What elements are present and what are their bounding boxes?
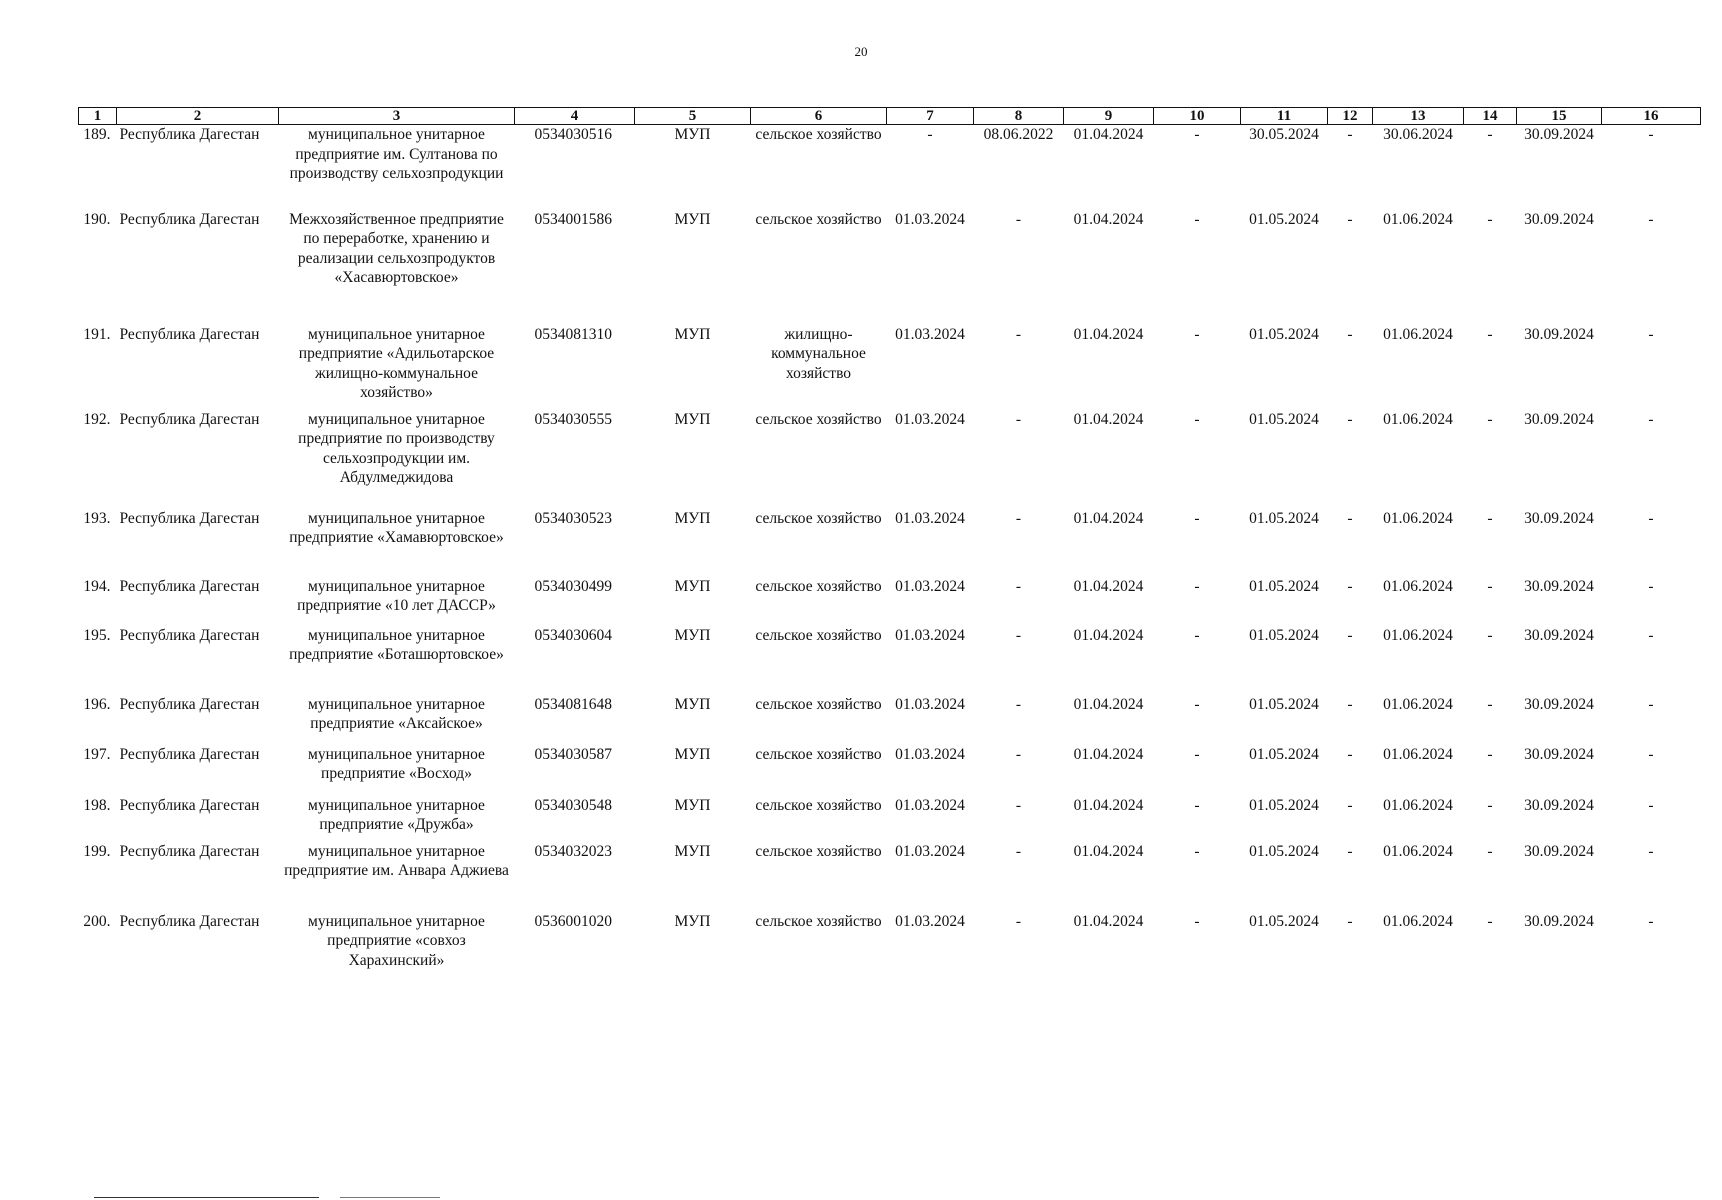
legal-form-cell: МУП	[674, 912, 711, 930]
date-col-9: 01.04.2024	[1073, 126, 1144, 143]
region-cell: Республика Дагестан	[119, 842, 260, 860]
table-row	[79, 577, 1701, 626]
date-col-9: 01.04.2024	[1073, 210, 1144, 228]
row-number: 197.	[83, 745, 111, 763]
organization-name: муниципальное унитарное предприятие «Адильотарское жилищно-коммунальное хозяйство»	[298, 325, 495, 401]
value-col-12: -	[1347, 325, 1353, 343]
legal-form-cell: МУП	[674, 796, 711, 814]
date-col-11: 01.05.2024	[1249, 695, 1319, 713]
value-col-16: -	[1648, 912, 1654, 930]
inn-cell: 0534001586	[534, 210, 612, 228]
value-col-14: -	[1487, 410, 1493, 428]
organization-name: Межхозяйственное предприятие по переработке, хранению и реализации сельхозпродуктов «Хасавюртовское»	[289, 210, 504, 286]
date-col-13: 01.06.2024	[1383, 509, 1453, 527]
column-header-2: 2	[117, 108, 279, 125]
date-col-7: 01.03.2024	[895, 509, 965, 527]
inn-cell: 0534081648	[534, 695, 612, 713]
date-col-11: 01.05.2024	[1249, 509, 1319, 527]
inn-cell: 0536001020	[534, 912, 612, 930]
value-col-16: -	[1648, 796, 1654, 814]
date-col-9: 01.04.2024	[1073, 745, 1144, 763]
value-col-10: -	[1194, 126, 1200, 143]
table-row	[79, 796, 1701, 842]
date-col-9: 01.04.2024	[1073, 577, 1144, 595]
date-col-11: 01.05.2024	[1249, 325, 1319, 343]
activity-cell: сельское хозяйство	[755, 842, 882, 860]
value-col-14: -	[1487, 912, 1493, 930]
inn-cell: 0534030587	[534, 745, 612, 763]
legal-form-cell: МУП	[674, 210, 711, 228]
page-number: 20	[854, 44, 868, 59]
date-col-7: 01.03.2024	[895, 912, 965, 930]
date-col-8: -	[1015, 695, 1022, 713]
activity-cell: сельское хозяйство	[755, 577, 882, 595]
column-header-7: 7	[887, 108, 974, 125]
activity-cell: сельское хозяйство	[755, 626, 882, 644]
date-col-13: 01.06.2024	[1383, 842, 1453, 860]
legal-form-cell: МУП	[674, 577, 711, 595]
date-col-7: 01.03.2024	[895, 577, 965, 595]
date-col-9: 01.04.2024	[1073, 842, 1144, 860]
legal-form-cell: МУП	[674, 126, 711, 143]
date-col-7: 01.03.2024	[895, 410, 965, 428]
date-col-15: 30.09.2024	[1524, 626, 1594, 644]
row-number: 199.	[83, 842, 111, 860]
value-col-14: -	[1487, 577, 1493, 595]
date-col-7: 01.03.2024	[895, 210, 965, 228]
activity-cell: жилищно-коммунальное хозяйство	[771, 325, 866, 382]
region-cell: Республика Дагестан	[119, 626, 260, 644]
table-body	[79, 125, 1701, 972]
inn-cell: 0534030555	[534, 410, 612, 428]
value-col-10: -	[1194, 912, 1200, 930]
legal-form-cell: МУП	[674, 695, 711, 713]
activity-cell: сельское хозяйство	[755, 745, 882, 763]
date-col-15: 30.09.2024	[1524, 509, 1594, 527]
organization-name: муниципальное унитарное предприятие по производству сельхозпродукции им. Абдулмеджидова	[298, 410, 495, 486]
row-number: 190.	[83, 210, 111, 228]
date-col-15: 30.09.2024	[1524, 796, 1594, 814]
inn-cell: 0534030523	[534, 509, 612, 527]
table-row	[79, 842, 1701, 912]
date-col-13: 01.06.2024	[1383, 325, 1453, 343]
value-col-10: -	[1194, 842, 1200, 860]
value-col-10: -	[1194, 577, 1200, 595]
value-col-14: -	[1487, 796, 1493, 814]
legal-form-cell: МУП	[674, 745, 711, 763]
row-number: 196.	[83, 695, 111, 713]
value-col-10: -	[1194, 509, 1200, 527]
organization-name: муниципальное унитарное предприятие «Дружба»	[308, 796, 485, 833]
region-cell: Республика Дагестан	[119, 796, 260, 814]
value-col-16: -	[1648, 842, 1654, 860]
value-col-12: -	[1347, 577, 1353, 595]
activity-cell: сельское хозяйство	[755, 210, 882, 228]
inn-cell: 0534030499	[534, 577, 612, 595]
date-col-8: -	[1015, 626, 1022, 644]
activity-cell: сельское хозяйство	[755, 912, 882, 930]
value-col-16: -	[1648, 325, 1654, 343]
date-col-9: 01.04.2024	[1073, 325, 1144, 343]
organization-name: муниципальное унитарное предприятие «Хамавюртовское»	[289, 509, 504, 546]
column-header-6: 6	[751, 108, 887, 125]
value-col-16: -	[1648, 626, 1654, 644]
region-cell: Республика Дагестан	[119, 325, 260, 343]
table-row	[79, 410, 1701, 509]
value-col-12: -	[1347, 410, 1353, 428]
value-col-10: -	[1194, 695, 1200, 713]
value-col-10: -	[1194, 626, 1200, 644]
footer-line-short	[340, 1197, 440, 1198]
legal-form-cell: МУП	[674, 325, 711, 343]
column-header-5: 5	[635, 108, 751, 125]
inn-cell: 0534030516	[534, 126, 612, 143]
organization-name: муниципальное унитарное предприятие им. Анвара Аджиева	[284, 842, 509, 879]
inn-cell: 0534032023	[534, 842, 612, 860]
table-row	[79, 912, 1701, 972]
organization-name: муниципальное унитарное предприятие «Аксайское»	[308, 695, 485, 732]
column-header-1: 1	[79, 108, 117, 125]
column-header-4: 4	[515, 108, 635, 125]
value-col-16: -	[1648, 745, 1654, 763]
activity-cell: сельское хозяйство	[755, 695, 882, 713]
column-header-11: 11	[1241, 108, 1328, 125]
table-row	[79, 125, 1701, 210]
date-col-13: 01.06.2024	[1383, 210, 1453, 228]
date-col-9: 01.04.2024	[1073, 796, 1144, 814]
date-col-7: 01.03.2024	[895, 745, 965, 763]
date-col-11: 01.05.2024	[1249, 796, 1319, 814]
row-number: 193.	[83, 509, 111, 527]
date-col-7: 01.03.2024	[895, 325, 965, 343]
region-cell: Республика Дагестан	[119, 912, 260, 930]
activity-cell: сельское хозяйство	[755, 796, 882, 814]
value-col-14: -	[1487, 626, 1493, 644]
registry-table	[78, 107, 1701, 972]
date-col-7: 01.03.2024	[895, 695, 965, 713]
value-col-16: -	[1648, 126, 1654, 143]
column-header-12: 12	[1328, 108, 1373, 125]
footer-line	[94, 1197, 319, 1198]
date-col-15: 30.09.2024	[1524, 912, 1594, 930]
region-cell: Республика Дагестан	[119, 126, 260, 143]
value-col-14: -	[1487, 325, 1493, 343]
value-col-14: -	[1487, 509, 1493, 527]
activity-cell: сельское хозяйство	[755, 509, 882, 527]
date-col-15: 30.09.2024	[1524, 577, 1594, 595]
region-cell: Республика Дагестан	[119, 509, 260, 527]
date-col-9: 01.04.2024	[1073, 912, 1144, 930]
value-col-10: -	[1194, 210, 1200, 228]
date-col-7: -	[927, 126, 933, 143]
date-col-7: 01.03.2024	[895, 796, 965, 814]
date-col-9: 01.04.2024	[1073, 509, 1144, 527]
row-number: 191.	[83, 325, 111, 343]
row-number: 194.	[83, 577, 111, 595]
date-col-15: 30.09.2024	[1524, 745, 1594, 763]
table-row	[79, 626, 1701, 695]
value-col-12: -	[1347, 126, 1353, 143]
value-col-14: -	[1487, 210, 1493, 228]
organization-name: муниципальное унитарное предприятие им. Султанова по производству сельхозпродукции	[289, 126, 504, 182]
legal-form-cell: МУП	[674, 842, 711, 860]
date-col-11: 30.05.2024	[1249, 126, 1319, 143]
value-col-16: -	[1648, 210, 1654, 228]
date-col-8: -	[1015, 509, 1022, 527]
date-col-11: 01.05.2024	[1249, 210, 1319, 228]
row-number: 192.	[83, 410, 111, 428]
date-col-9: 01.04.2024	[1073, 695, 1144, 713]
date-col-13: 01.06.2024	[1383, 410, 1453, 428]
date-col-13: 30.06.2024	[1383, 126, 1453, 143]
column-header-16: 16	[1602, 108, 1701, 125]
value-col-10: -	[1194, 796, 1200, 814]
value-col-12: -	[1347, 912, 1353, 930]
region-cell: Республика Дагестан	[119, 695, 260, 713]
date-col-8: -	[1015, 745, 1022, 763]
row-number: 200.	[83, 912, 111, 930]
value-col-12: -	[1347, 509, 1353, 527]
value-col-12: -	[1347, 210, 1353, 228]
date-col-15: 30.09.2024	[1524, 842, 1594, 860]
column-header-8: 8	[974, 108, 1064, 125]
date-col-13: 01.06.2024	[1383, 626, 1453, 644]
row-number: 198.	[83, 796, 111, 814]
row-number: 189.	[83, 126, 111, 143]
date-col-8: 08.06.2022	[983, 126, 1054, 143]
legal-form-cell: МУП	[674, 410, 711, 428]
date-col-13: 01.06.2024	[1383, 912, 1453, 930]
table-header-row	[79, 108, 1701, 125]
date-col-15: 30.09.2024	[1524, 325, 1594, 343]
date-col-8: -	[1015, 410, 1022, 428]
date-col-11: 01.05.2024	[1249, 745, 1319, 763]
date-col-13: 01.06.2024	[1383, 695, 1453, 713]
date-col-15: 30.09.2024	[1524, 695, 1594, 713]
table-row	[79, 509, 1701, 577]
inn-cell: 0534030604	[534, 626, 612, 644]
value-col-12: -	[1347, 796, 1353, 814]
date-col-9: 01.04.2024	[1073, 410, 1144, 428]
legal-form-cell: МУП	[674, 626, 711, 644]
column-header-3: 3	[279, 108, 515, 125]
date-col-8: -	[1015, 577, 1022, 595]
activity-cell: сельское хозяйство	[755, 126, 882, 143]
column-header-15: 15	[1517, 108, 1602, 125]
column-header-13: 13	[1373, 108, 1464, 125]
organization-name: муниципальное унитарное предприятие «Боташюртовское»	[289, 626, 504, 663]
value-col-16: -	[1648, 410, 1654, 428]
date-col-8: -	[1015, 796, 1022, 814]
date-col-7: 01.03.2024	[895, 842, 965, 860]
organization-name: муниципальное унитарное предприятие «совхоз Харахинский»	[308, 912, 485, 969]
date-col-11: 01.05.2024	[1249, 410, 1319, 428]
value-col-14: -	[1487, 126, 1493, 143]
table-row	[79, 695, 1701, 745]
region-cell: Республика Дагестан	[119, 577, 260, 595]
region-cell: Республика Дагестан	[119, 210, 260, 228]
value-col-12: -	[1347, 695, 1353, 713]
column-header-10: 10	[1154, 108, 1241, 125]
date-col-11: 01.05.2024	[1249, 626, 1319, 644]
table-row	[79, 325, 1701, 410]
value-col-16: -	[1648, 577, 1654, 595]
date-col-15: 30.09.2024	[1524, 410, 1594, 428]
inn-cell: 0534030548	[534, 796, 612, 814]
row-number: 195.	[83, 626, 111, 644]
organization-name: муниципальное унитарное предприятие «10 лет ДАССР»	[297, 577, 496, 614]
value-col-16: -	[1648, 695, 1654, 713]
organization-name: муниципальное унитарное предприятие «Восход»	[308, 745, 485, 782]
value-col-12: -	[1347, 626, 1353, 644]
value-col-12: -	[1347, 842, 1353, 860]
value-col-14: -	[1487, 695, 1493, 713]
inn-cell: 0534081310	[534, 325, 612, 343]
value-col-12: -	[1347, 745, 1353, 763]
value-col-14: -	[1487, 842, 1493, 860]
value-col-14: -	[1487, 745, 1493, 763]
value-col-16: -	[1648, 509, 1654, 527]
region-cell: Республика Дагестан	[119, 410, 260, 428]
date-col-7: 01.03.2024	[895, 626, 965, 644]
value-col-10: -	[1194, 325, 1200, 343]
table-row	[79, 745, 1701, 796]
table-row	[79, 210, 1701, 325]
date-col-8: -	[1015, 912, 1022, 930]
date-col-13: 01.06.2024	[1383, 796, 1453, 814]
column-header-9: 9	[1064, 108, 1154, 125]
date-col-9: 01.04.2024	[1073, 626, 1144, 644]
date-col-13: 01.06.2024	[1383, 577, 1453, 595]
date-col-8: -	[1015, 325, 1022, 343]
value-col-10: -	[1194, 410, 1200, 428]
date-col-15: 30.09.2024	[1524, 126, 1594, 143]
legal-form-cell: МУП	[674, 509, 711, 527]
date-col-15: 30.09.2024	[1524, 210, 1594, 228]
column-header-14: 14	[1464, 108, 1517, 125]
date-col-8: -	[1015, 842, 1022, 860]
activity-cell: сельское хозяйство	[755, 410, 882, 428]
region-cell: Республика Дагестан	[119, 745, 260, 763]
date-col-11: 01.05.2024	[1249, 842, 1319, 860]
date-col-11: 01.05.2024	[1249, 577, 1319, 595]
date-col-13: 01.06.2024	[1383, 745, 1453, 763]
date-col-8: -	[1015, 210, 1022, 228]
value-col-10: -	[1194, 745, 1200, 763]
date-col-11: 01.05.2024	[1249, 912, 1319, 930]
